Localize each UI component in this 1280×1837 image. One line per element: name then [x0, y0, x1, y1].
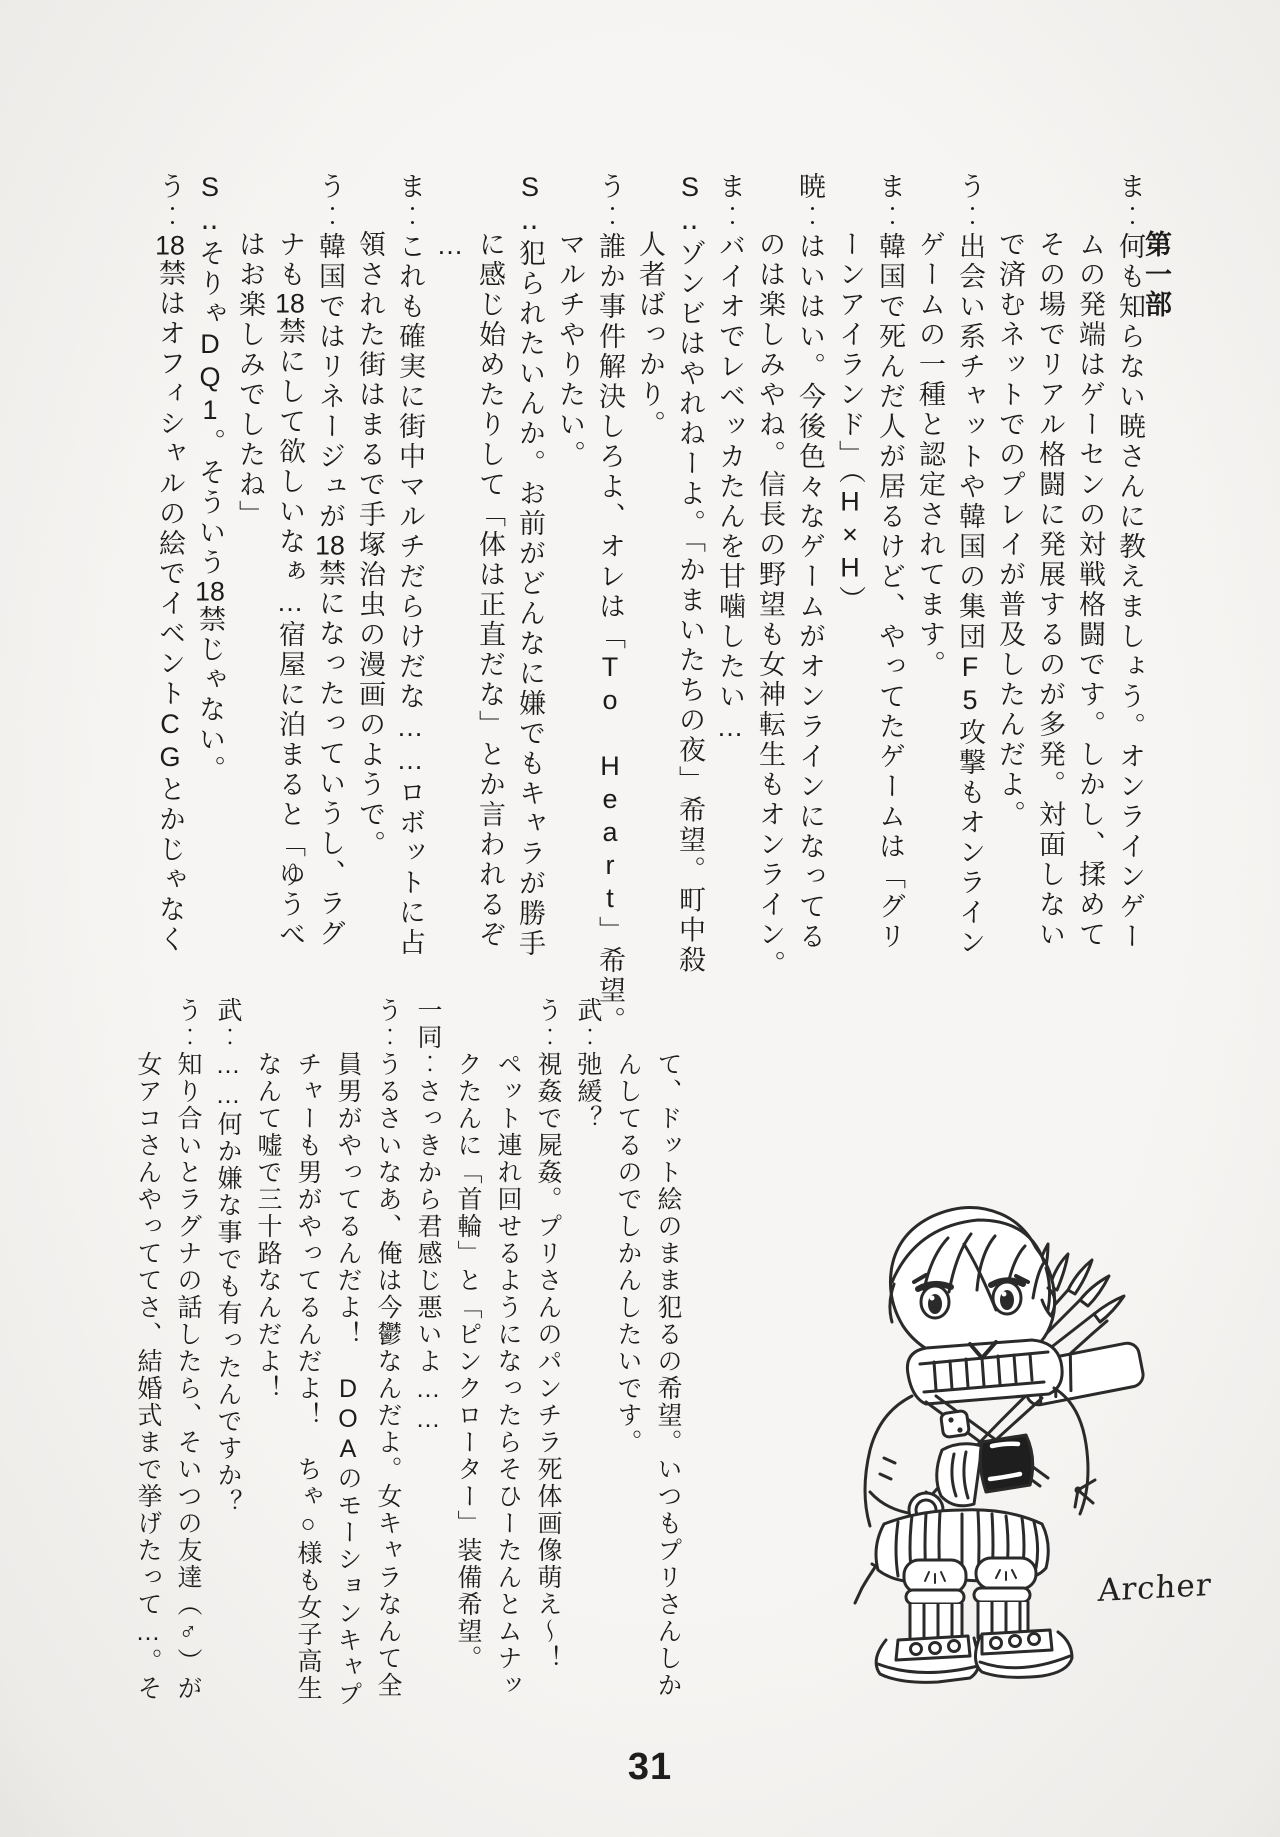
page-number: 31 [627, 1746, 673, 1788]
archer-character-illustration [828, 1192, 1164, 1708]
dialogue-line: 一同‥さっきから君感じ悪いよ…… [414, 997, 442, 1435]
dialogue-line: はお楽しみでしたね」 [235, 230, 265, 531]
dialogue-line: う‥誰か事件解決しろよ、オレは「To Heart」希望。 [595, 172, 625, 1036]
dialogue-line: のは楽しみやね。信長の野望も女神転生もオンライン。 [755, 230, 785, 981]
dialogue-line: 武‥……何か嫌な事でも有ったんですか？ [214, 997, 242, 1516]
dialogue-line: ま‥これも確実に街中マルチだらけだな……ロボットに占 [395, 172, 425, 958]
tate-chu-yoko-digits: 18 [155, 232, 185, 259]
tate-chu-yoko-digits: 18 [195, 578, 225, 605]
dialogue-line: ナも18禁にして欲しいなぁ…宿屋に泊まると「ゆうべ [275, 230, 305, 951]
dialogue-block-bottom [128, 997, 688, 1717]
dialogue-line: て、ドット絵のまま犯るの希望。いつもプリさんしか [654, 1050, 682, 1699]
dialogue-line: … [435, 230, 465, 264]
section-heading: 第一部 [1141, 230, 1171, 320]
dialogue-line: んしてるのでしかんしたいです。 [614, 1050, 642, 1456]
dialogue-line: う‥18禁はオフィシャルの絵でイベントCGとかじゃなく [155, 172, 185, 955]
dialogue-block-top [150, 172, 1150, 1036]
dialogue-line: ペット連れ回せるようになったらそひーたんとムナッ [494, 1050, 522, 1699]
dialogue-line: その場でリアル格闘に発展するのが多発。対面しない [1035, 230, 1065, 951]
dialogue-line: ま‥韓国で死んだ人が居るけど、やってたゲームは「グリ [875, 172, 905, 952]
dialogue-line: 員男がやってるんだよ！ DOAのモーションキャプ [334, 1050, 362, 1708]
dialogue-line: チャーも男がやってるんだよ！ ちゃ○様も女子高生 [294, 1050, 322, 1702]
dialogue-line: ゲームの一種と認定されてます。 [915, 230, 945, 681]
dialogue-line: う‥出会い系チャットや韓国の集団F5攻撃もオンライン [955, 172, 985, 958]
dialogue-line: う‥知り合いとラグナの話したら、そいつの友達（♂）が [174, 997, 202, 1702]
tate-chu-yoko-digits: 18 [275, 290, 305, 318]
dialogue-line: う‥韓国ではリネージュが18禁になったっていうし、ラグ [315, 172, 345, 949]
tate-chu-yoko-digits: 18 [315, 532, 345, 559]
dialogue-line: 領された街はまるで手塚治虫の漫画のようで。 [355, 230, 385, 861]
dialogue-line: 人者ばっかり。 [635, 230, 665, 441]
dialogue-line: ま‥何も知らない暁さんに教えましょう。オンラインゲー [1115, 172, 1145, 952]
archer-line-art [828, 1192, 1164, 1708]
dialogue-line: マルチやりたい。 [555, 230, 585, 471]
dialogue-line: S‥犯られたいんか。お前がどんなに嫌でもキャラが勝手 [515, 172, 545, 959]
dialogue-line: う‥視姦で屍姦。プリさんのパンチラ死体画像萌え〜！ [534, 997, 562, 1672]
dialogue-line: ムの発端はゲーセンの対戦格闘です。しかし、揉めて [1075, 230, 1105, 951]
dialogue-line: S‥ゾンビはやれねーよ。「かまいたちの夜」希望。町中殺 [675, 172, 705, 976]
dialogue-line: で済むネットでのプレイが普及したんだよ。 [995, 230, 1025, 831]
dialogue-line: 武‥弛緩？ [574, 997, 602, 1132]
dialogue-line: 暁‥はいはい。今後色々なゲームがオンラインになってる [795, 172, 825, 952]
dialogue-line: S‥そりゃDQ1。そういう18禁じゃない。 [195, 172, 225, 785]
dialogue-line: う‥うるさいなあ、俺は今鬱なんだよ。女キャラなんて全 [374, 997, 402, 1699]
dialogue-line: 女アコさんやっててさ、結婚式まで挙げたって…。そ [134, 1050, 162, 1702]
dialogue-line: なんて嘘で三十路なんだよ！ [254, 1050, 282, 1402]
dialogue-line: クたんに「首輪」と「ピンクローター」装備希望。 [454, 1050, 482, 1672]
dialogue-line: ま‥バイオでレベッカたんを甘噛したい… [715, 172, 745, 745]
illustration-caption: Archer [1097, 1566, 1213, 1610]
dialogue-line: ーンアイランド」（H×H） [835, 230, 865, 616]
dialogue-line: に感じ始めたりして「体は正直だな」とか言われるぞ [475, 230, 505, 951]
